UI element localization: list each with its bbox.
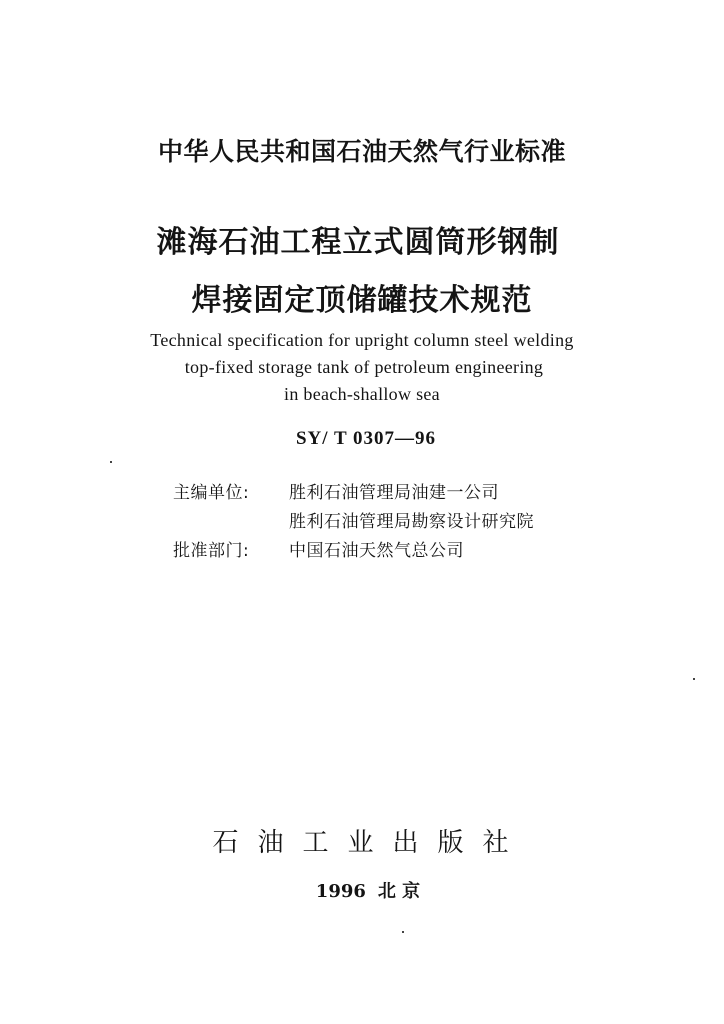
approving-dept-label: 批准部门: bbox=[173, 541, 250, 561]
compiling-unit-2: 胜利石油管理局勘察设计研究院 bbox=[289, 512, 534, 532]
series-title: 中华人民共和国石油天然气行业标准 bbox=[157, 137, 566, 166]
standard-code: SY/ T 0307—96 bbox=[295, 428, 437, 449]
scan-speck bbox=[693, 678, 695, 680]
compiling-unit-label: 主编单位: bbox=[173, 483, 250, 503]
english-title-line-3: in beach-shallow sea bbox=[284, 384, 440, 404]
publication-place: 北 京 bbox=[377, 881, 421, 902]
scan-speck bbox=[402, 931, 404, 933]
approving-dept: 中国石油天然气总公司 bbox=[289, 541, 464, 561]
main-title-line-2: 焊接固定顶储罐技术规范 bbox=[191, 283, 533, 318]
scan-speck bbox=[110, 461, 112, 463]
compiling-unit-1: 胜利石油管理局油建一公司 bbox=[289, 483, 499, 503]
publication-line bbox=[6, 877, 724, 903]
english-title-line-2: top-fixed storage tank of petroleum engineering bbox=[184, 357, 544, 377]
publisher-name: 石油工业出版社 bbox=[212, 828, 528, 858]
publication-year: 1996 bbox=[315, 881, 366, 902]
english-title-line-1: Technical specification for upright column steel welding bbox=[150, 330, 574, 350]
main-title-line-1: 滩海石油工程立式圆筒形钢制 bbox=[156, 225, 560, 260]
